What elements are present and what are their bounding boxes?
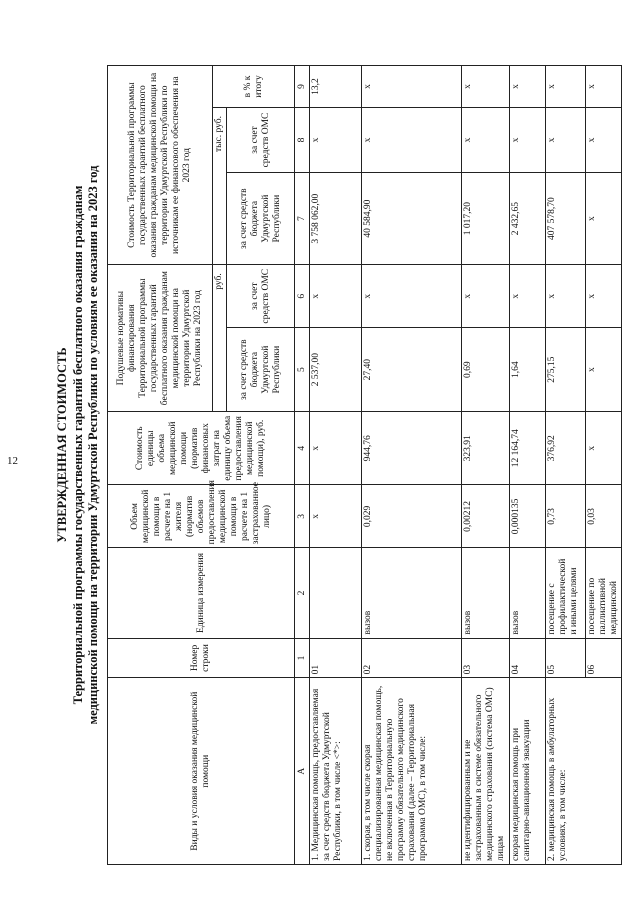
row-pc-oms: х bbox=[462, 265, 510, 328]
row-pct: х bbox=[462, 66, 510, 108]
row-pc-budget: 1,64 bbox=[510, 328, 546, 412]
row-tc-oms: х bbox=[586, 108, 622, 173]
colnum: 5 bbox=[295, 328, 310, 412]
row-pct: х bbox=[362, 66, 462, 108]
row-cost: 944,76 bbox=[362, 412, 462, 485]
row-pct: 13,2 bbox=[310, 66, 362, 108]
header-unit: Единица измерения bbox=[108, 548, 295, 638]
row-kind: 1. Медицинская помощь, предоставляемая за счет средств бюджета Удмуртской Республики, в том числе <*>: bbox=[310, 678, 362, 865]
row-tc-budget: 407 578,70 bbox=[546, 173, 586, 265]
row-pct: х bbox=[546, 66, 586, 108]
row-tc-budget: 40 584,90 bbox=[362, 173, 462, 265]
row-tc-oms: х bbox=[510, 108, 546, 173]
row-volume: 0,73 bbox=[546, 485, 586, 548]
row-cost: х bbox=[586, 412, 622, 485]
row-pc-oms: х bbox=[586, 265, 622, 328]
cost-table bbox=[107, 65, 622, 865]
document-subtitle-line1: Территориальной программы государственных гарантий бесплатного оказания гражданам bbox=[71, 185, 85, 705]
colnum: 2 bbox=[295, 548, 310, 638]
colnum: А bbox=[295, 678, 310, 865]
header-tc-budget: за счет средств бюджета Удмуртской Республики bbox=[227, 173, 295, 265]
row-tc-budget: 2 432,65 bbox=[510, 173, 546, 265]
table-row bbox=[310, 66, 362, 865]
header-percent: в % к итогу bbox=[213, 66, 295, 108]
row-pc-budget: 0,69 bbox=[462, 328, 510, 412]
row-pc-oms: х bbox=[510, 265, 546, 328]
row-no: 01 bbox=[310, 638, 362, 678]
colnum: 3 bbox=[295, 485, 310, 548]
row-pc-oms: х bbox=[546, 265, 586, 328]
colnum: 8 bbox=[295, 108, 310, 173]
colnum: 4 bbox=[295, 412, 310, 485]
table-row bbox=[362, 66, 462, 865]
document-title: УТВЕРЖДЕННАЯ СТОИМОСТЬ bbox=[55, 347, 69, 543]
row-volume: х bbox=[310, 485, 362, 548]
row-cost: 323,91 bbox=[462, 412, 510, 485]
row-tc-oms: х bbox=[546, 108, 586, 173]
row-pc-budget: 27,40 bbox=[362, 328, 462, 412]
row-volume: 0,00212 bbox=[462, 485, 510, 548]
row-kind: 2. медицинская помощь в амбулаторных условиях, в том числе: bbox=[546, 678, 622, 865]
row-tc-oms: х bbox=[362, 108, 462, 173]
header-pc-oms: за счет средств ОМС bbox=[227, 265, 295, 328]
row-cost: 12 164,74 bbox=[510, 412, 546, 485]
row-pc-budget: х bbox=[586, 328, 622, 412]
table-row bbox=[462, 66, 510, 865]
colnum: 9 bbox=[295, 66, 310, 108]
column-numbers-row bbox=[295, 66, 310, 865]
header-volume: Объем медицинской помощи в расчете на 1 жителя (норматив объемов предоставления медицинской помощи в расчете на 1 застрахованное лицо) bbox=[108, 485, 295, 548]
colnum: 1 bbox=[295, 638, 310, 678]
row-cost: х bbox=[310, 412, 362, 485]
row-kind: 1. скорая, в том числе скорая специализированная медицинская помощь, не включенная в Территориальную программу обязательного медицинского страхования (далее – Территориальная программа ОМС), в том числе: bbox=[362, 678, 462, 865]
row-pct: х bbox=[510, 66, 546, 108]
row-tc-oms: х bbox=[462, 108, 510, 173]
rotated-page bbox=[40, 25, 619, 865]
colnum: 6 bbox=[295, 265, 310, 328]
row-tc-oms: х bbox=[310, 108, 362, 173]
row-unit: посещение по паллиативной медицинской bbox=[586, 548, 622, 638]
header-tc-oms: за счет средств ОМС bbox=[227, 108, 295, 173]
page-number: 12 bbox=[7, 455, 18, 467]
row-cost: 376,92 bbox=[546, 412, 586, 485]
header-kind: Виды и условия оказания медицинской помощи bbox=[108, 678, 295, 865]
row-unit: вызов bbox=[462, 548, 510, 638]
row-unit bbox=[310, 548, 362, 638]
row-no: 02 bbox=[362, 638, 462, 678]
row-kind: скорая медицинская помощь при санитарно-авиационной эвакуации bbox=[510, 678, 546, 865]
row-pct: х bbox=[586, 66, 622, 108]
row-unit: вызов bbox=[362, 548, 462, 638]
row-volume: 0,03 bbox=[586, 485, 622, 548]
row-no: 05 bbox=[546, 638, 586, 678]
row-volume: 0,000135 bbox=[510, 485, 546, 548]
row-pc-oms: х bbox=[362, 265, 462, 328]
document-subtitle-line2: медицинской помощи на территории Удмуртской Республики по условиям ее оказания на 2023 год bbox=[86, 165, 100, 725]
table-row bbox=[546, 66, 586, 865]
row-volume: 0,029 bbox=[362, 485, 462, 548]
row-pc-budget: 2 537,00 bbox=[310, 328, 362, 412]
header-pc-budget: за счет средств бюджета Удмуртской Республики bbox=[227, 328, 295, 412]
table-row bbox=[510, 66, 546, 865]
header-row-no: Номер строки bbox=[108, 638, 295, 678]
row-unit: посещение с профилактической и иными целями bbox=[546, 548, 586, 638]
row-pc-budget: 275,15 bbox=[546, 328, 586, 412]
row-kind: не идентифицированным и не застрахованным в системе обязательного медицинского страхования (система ОМС) лицам bbox=[462, 678, 510, 865]
per-capita-unit: руб. bbox=[213, 265, 227, 412]
row-no: 04 bbox=[510, 638, 546, 678]
header-total-cost: Стоимость Территориальной программы государственных гарантий бесплатного оказания гражданам медицинской помощи на территории Удмуртской Республики по источникам ее финансового обеспечения на 2023 год bbox=[108, 66, 213, 265]
row-no: 06 bbox=[586, 638, 622, 678]
row-tc-budget: х bbox=[586, 173, 622, 265]
row-no: 03 bbox=[462, 638, 510, 678]
row-tc-budget: 3 758 062,00 bbox=[310, 173, 362, 265]
header-per-capita: Подушевые нормативы финансирования Территориальной программы государственных гарантий бесплатного оказания гражданам медицинской помощи на территории Удмуртской Республики на 2023 год bbox=[108, 265, 213, 412]
row-tc-budget: 1 017,20 bbox=[462, 173, 510, 265]
total-cost-unit: тыс. руб. bbox=[213, 108, 227, 265]
colnum: 7 bbox=[295, 173, 310, 265]
header-cost-unit: Стоимость единицы объема медицинской помощи (норматив финансовых затрат на единицу объема предоставления медицинской помощи), руб. bbox=[108, 412, 295, 485]
row-unit: вызов bbox=[510, 548, 546, 638]
row-pc-oms: х bbox=[310, 265, 362, 328]
